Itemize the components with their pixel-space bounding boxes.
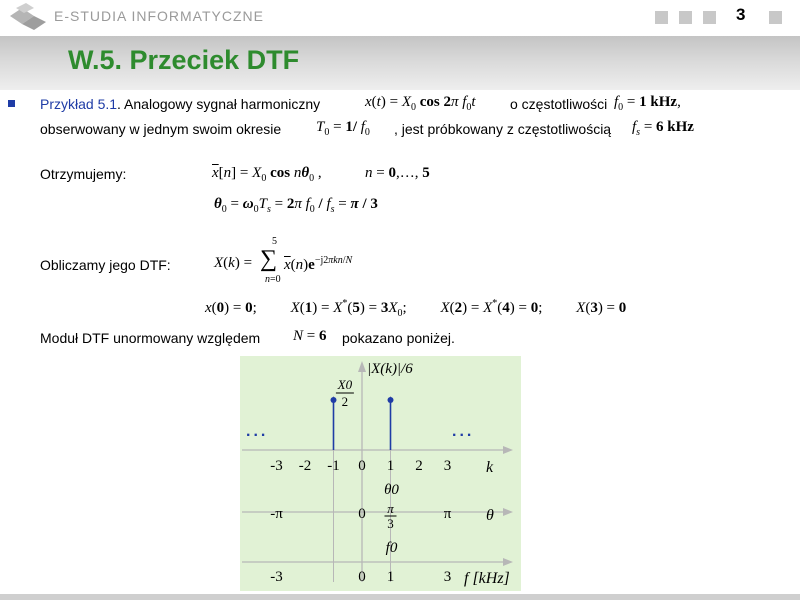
- period-text: obserwowany w jednym swoim okresie: [40, 121, 282, 137]
- tick-label-0-2: -1: [327, 458, 340, 474]
- dft-chart: [240, 356, 521, 591]
- obtain-label: Otrzymujemy:: [40, 166, 127, 182]
- dft-results: x(0) = 0; $X(1) = X^*(5) = 3X_0$; X(2) = X*(4) = 0; X(3) = 0: [205, 298, 627, 319]
- square-icon[interactable]: [703, 11, 716, 24]
- axis-arrow-2: [503, 558, 513, 566]
- frequency-label: o częstotliwości: [510, 96, 608, 112]
- axis-above-1: θ0: [384, 482, 399, 498]
- tick-label-2-3: 3: [443, 569, 452, 585]
- logo-text: E-STUDIA INFORMATYCZNE: [54, 8, 264, 24]
- peak-label-den: 2: [341, 394, 349, 409]
- fs-formula: $f_s = 6$ kHz: [632, 119, 694, 138]
- sampling-text: , jest próbkowany z częstotliwością: [394, 121, 612, 137]
- logo-icon: [6, 2, 50, 32]
- axis-arrow-0: [503, 446, 513, 454]
- tick-label-0-0: -3: [270, 458, 283, 474]
- stem-dot-1: [388, 397, 394, 403]
- axis-above-2: f0: [385, 540, 398, 556]
- tick-label-1-0: -π: [270, 506, 283, 522]
- tick-label-1-1: 0: [358, 506, 366, 522]
- compute-label: Obliczamy jego DTF:: [40, 257, 171, 273]
- f0-formula: $f_0 = 1$ kHz,: [614, 94, 681, 113]
- slide-title: W.5. Przeciek DTF: [68, 45, 300, 75]
- example-label: Przykład 5.1. Analogowy sygnał harmoniczny: [40, 96, 321, 112]
- title-bar: [0, 36, 800, 90]
- module-text-a: Moduł DTF unormowany względem: [40, 330, 261, 346]
- n-formula: N = 6: [293, 328, 327, 344]
- ellipsis-left: ...: [246, 423, 269, 440]
- dft-chart-svg: [240, 356, 521, 591]
- theta-frac-den: 3: [387, 516, 394, 531]
- dft-lhs: X(k) =: [214, 255, 253, 271]
- header: [0, 0, 800, 36]
- bottom-bar: [0, 594, 800, 600]
- tick-label-0-1: -2: [298, 458, 312, 474]
- y-axis-label: |X(k)|/6: [367, 361, 413, 377]
- ellipsis-right: ...: [452, 423, 475, 440]
- tick-label-0-6: 3: [443, 458, 452, 474]
- dft-rhs: $\overline{x}(n)e^{-j2\pi kn/N}$: [284, 255, 353, 273]
- theta-formula: $\theta_0 = \omega_0T_s = 2\pi$ $f_0 / f_s = \pi / 3$: [214, 196, 378, 215]
- module-text-b: pokazano poniżej.: [342, 330, 455, 346]
- bullet-icon: [8, 100, 15, 107]
- sum-lower: n=0: [265, 274, 281, 285]
- tick-label-0-3: 0: [358, 458, 366, 474]
- tick-label-2-2: 1: [386, 569, 395, 585]
- y-axis-arrow: [358, 361, 366, 372]
- square-icon[interactable]: [769, 11, 782, 24]
- tick-label-0-4: 1: [386, 458, 395, 474]
- sum-symbol: ∑: [260, 246, 278, 272]
- sequence-formula: $\overline{x}[n] = X_0$ $\cos n\theta_0$ ,: [212, 165, 322, 184]
- range-formula: n = 0,…, 5: [365, 165, 430, 181]
- square-icon[interactable]: [679, 11, 692, 24]
- stem-dot-0: [331, 397, 337, 403]
- axis-label-0: k: [486, 459, 494, 476]
- axis-label-1: θ: [486, 507, 494, 524]
- tick-label-2-1: 0: [358, 569, 366, 585]
- theta-frac-num: π: [387, 501, 394, 516]
- square-icon[interactable]: [655, 11, 668, 24]
- axis-arrow-1: [503, 508, 513, 516]
- signal-formula: $x(t) = X_0$ cos 2π $f_0t$: [365, 94, 476, 113]
- sum-upper: 5: [272, 236, 277, 247]
- tick-label-1-2: π: [443, 506, 452, 522]
- page-number: 3: [736, 5, 746, 24]
- peak-label-num: X0: [337, 377, 353, 392]
- tick-label-0-5: 2: [415, 458, 423, 474]
- axis-label-2: f [kHz]: [464, 570, 510, 587]
- period-formula: $T_0 = 1/$ $f_0$: [316, 119, 370, 138]
- tick-label-2-0: -3: [270, 569, 283, 585]
